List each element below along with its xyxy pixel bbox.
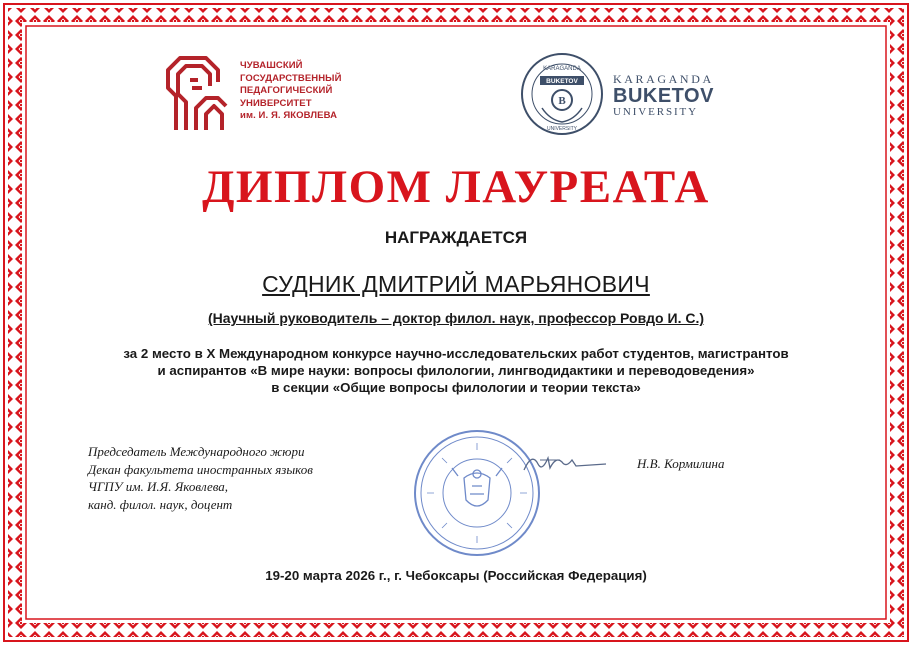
jury-line: канд. филол. наук, доцент <box>88 496 233 512</box>
description-line: в секции «Общие вопросы филологии и теории текста» <box>271 380 641 395</box>
emblem-top-text: KARAGANDA <box>543 66 581 72</box>
karaganda-text: KARAGANDA <box>613 72 714 86</box>
university-name-line: ПЕДАГОГИЧЕСКИЙ <box>240 85 333 96</box>
jury-line: ЧГПУ им. И.Я. Яковлева, <box>88 479 229 494</box>
jury-line: Председатель Международного жюри <box>88 444 305 459</box>
awarded-label: НАГРАЖДАЕТСЯ <box>384 228 528 247</box>
university-text: UNIVERSITY <box>613 106 698 118</box>
buketov-logo <box>520 52 720 138</box>
recipient-name: СУДНИК ДМИТРИЙ МАРЬЯНОВИЧ <box>262 271 650 297</box>
jury-line: Декан факультета иностранных языков <box>88 461 313 477</box>
university-name-line: ЧУВАШСКИЙ <box>240 60 303 71</box>
supervisor-line: (Научный руководитель – доктор филол. наук, профессор Ровдо И. С.) <box>207 310 705 326</box>
signer-name: Н.В. Кормилина <box>637 456 725 471</box>
buketov-text: BUKETOV <box>613 85 714 107</box>
emblem-bottom-text: UNIVERSITY <box>546 126 578 132</box>
buketov-emblem-icon <box>520 52 604 136</box>
university-name-line: ГОСУДАРСТВЕННЫЙ <box>240 72 342 84</box>
award-description <box>40 345 872 396</box>
description-line: и аспирантов «В мире науки: вопросы филологии, лингводидактики и переводоведения» <box>157 363 755 378</box>
description-line: за 2 место в X Международном конкурсе научно-исследовательских работ студентов, магистрантов <box>123 346 789 361</box>
university-name-line: им. И. Я. ЯКОВЛЕВА <box>240 110 338 121</box>
chgpu-logo <box>162 52 362 142</box>
jury-chair-block <box>88 443 388 513</box>
handwritten-signature-icon <box>520 448 610 478</box>
date-place-footer: 19-20 марта 2026 г., г. Чебоксары (Российская Федерация) <box>265 568 647 583</box>
svg-text:B: B <box>558 95 566 107</box>
bust-portrait-logo-icon <box>162 52 234 132</box>
university-name-line: УНИВЕРСИТЕТ <box>240 97 312 109</box>
emblem-banner-text: BUKETOV <box>546 78 578 85</box>
diploma-title: ДИПЛОМ ЛАУРЕАТА <box>202 161 710 213</box>
